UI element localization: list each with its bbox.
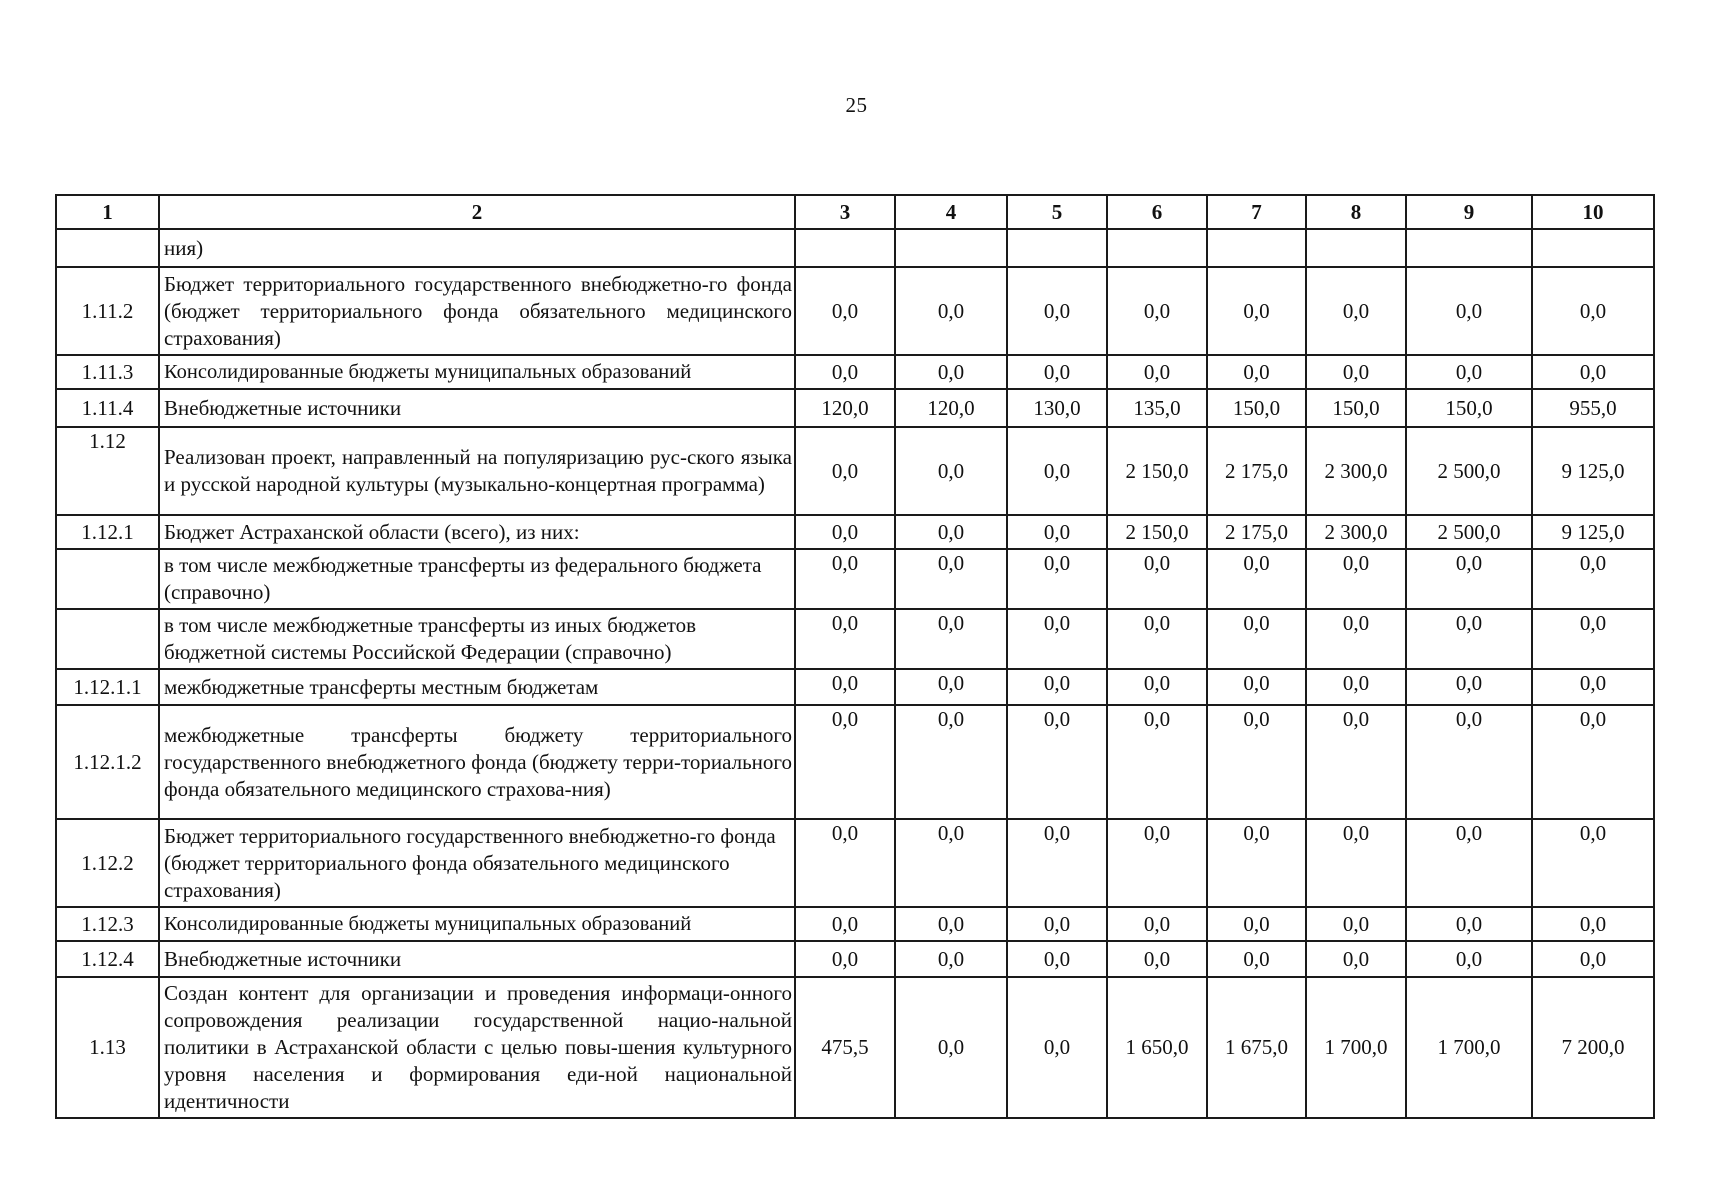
value-cell: 0,0 — [1532, 705, 1654, 819]
table-row — [56, 977, 1654, 1118]
value-cell: 0,0 — [895, 427, 1007, 515]
column-header: 4 — [895, 195, 1007, 229]
value-cell: 1 650,0 — [1107, 977, 1207, 1118]
value-cell: 0,0 — [895, 705, 1007, 819]
row-description: Создан контент для организации и проведения информаци-онного сопровождения реализации государственной нацио-нальной политики в Астраханской области с целью повы-шения культурного уровня населения и формирования еди-ной национальной идентичности — [159, 977, 795, 1118]
value-cell — [1406, 229, 1532, 267]
column-header: 3 — [795, 195, 895, 229]
row-number — [56, 549, 159, 609]
row-description: Внебюджетные источники — [159, 941, 795, 977]
value-cell: 2 300,0 — [1306, 427, 1406, 515]
value-cell — [895, 229, 1007, 267]
value-cell: 0,0 — [795, 941, 895, 977]
value-cell: 150,0 — [1406, 389, 1532, 427]
value-cell: 0,0 — [1107, 609, 1207, 669]
value-cell: 475,5 — [795, 977, 895, 1118]
value-cell: 0,0 — [895, 609, 1007, 669]
value-cell: 0,0 — [1207, 669, 1306, 705]
value-cell: 0,0 — [795, 907, 895, 941]
row-number: 1.11.3 — [56, 355, 159, 389]
table-row — [56, 609, 1654, 669]
value-cell: 0,0 — [1007, 427, 1107, 515]
value-cell: 0,0 — [1107, 267, 1207, 355]
row-number: 1.12.1.1 — [56, 669, 159, 705]
value-cell: 0,0 — [1532, 609, 1654, 669]
value-cell: 0,0 — [1306, 267, 1406, 355]
value-cell: 0,0 — [1007, 977, 1107, 1118]
value-cell: 0,0 — [1532, 549, 1654, 609]
value-cell: 0,0 — [1306, 907, 1406, 941]
row-description: межбюджетные трансферты бюджету территориального государственного внебюджетного фонда (бюджету терри-ториального фонда обязательного медицинского страхова-ния) — [159, 705, 795, 819]
value-cell: 0,0 — [795, 427, 895, 515]
value-cell — [1532, 229, 1654, 267]
value-cell: 0,0 — [1306, 669, 1406, 705]
row-description: в том числе межбюджетные трансферты из федерального бюджета (справочно) — [159, 549, 795, 609]
value-cell: 0,0 — [1107, 705, 1207, 819]
value-cell: 0,0 — [1107, 549, 1207, 609]
value-cell: 0,0 — [1406, 819, 1532, 907]
value-cell: 0,0 — [1406, 355, 1532, 389]
value-cell: 9 125,0 — [1532, 427, 1654, 515]
value-cell: 0,0 — [1107, 941, 1207, 977]
row-description: Бюджет Астраханской области (всего), из них: — [159, 515, 795, 549]
table-row — [56, 549, 1654, 609]
value-cell: 0,0 — [1207, 819, 1306, 907]
value-cell: 0,0 — [895, 669, 1007, 705]
value-cell: 0,0 — [1532, 907, 1654, 941]
table-row — [56, 427, 1654, 515]
value-cell: 0,0 — [1007, 549, 1107, 609]
value-cell: 0,0 — [1406, 549, 1532, 609]
value-cell: 2 175,0 — [1207, 515, 1306, 549]
budget-table — [55, 194, 1655, 1119]
value-cell: 0,0 — [895, 819, 1007, 907]
row-number: 1.12.2 — [56, 819, 159, 907]
value-cell: 0,0 — [1406, 609, 1532, 669]
value-cell: 2 500,0 — [1406, 515, 1532, 549]
value-cell: 0,0 — [1207, 267, 1306, 355]
value-cell: 130,0 — [1007, 389, 1107, 427]
value-cell — [795, 229, 895, 267]
value-cell: 0,0 — [1007, 355, 1107, 389]
row-description: Внебюджетные источники — [159, 389, 795, 427]
value-cell: 2 175,0 — [1207, 427, 1306, 515]
table-row — [56, 355, 1654, 389]
value-cell: 0,0 — [795, 669, 895, 705]
value-cell: 0,0 — [1207, 705, 1306, 819]
value-cell: 0,0 — [1532, 819, 1654, 907]
value-cell: 0,0 — [1007, 907, 1107, 941]
table-row — [56, 907, 1654, 941]
value-cell — [1107, 229, 1207, 267]
value-cell: 0,0 — [1532, 267, 1654, 355]
value-cell: 0,0 — [1532, 669, 1654, 705]
value-cell: 0,0 — [795, 609, 895, 669]
value-cell: 1 675,0 — [1207, 977, 1306, 1118]
value-cell: 0,0 — [895, 977, 1007, 1118]
column-header: 8 — [1306, 195, 1406, 229]
value-cell: 0,0 — [795, 267, 895, 355]
value-cell: 0,0 — [1107, 355, 1207, 389]
value-cell — [1007, 229, 1107, 267]
value-cell: 0,0 — [1207, 907, 1306, 941]
value-cell: 0,0 — [895, 355, 1007, 389]
value-cell: 0,0 — [1207, 549, 1306, 609]
value-cell: 2 500,0 — [1406, 427, 1532, 515]
row-number: 1.12.3 — [56, 907, 159, 941]
value-cell: 0,0 — [1406, 705, 1532, 819]
value-cell: 0,0 — [795, 705, 895, 819]
value-cell: 2 300,0 — [1306, 515, 1406, 549]
value-cell: 0,0 — [1107, 819, 1207, 907]
column-header: 6 — [1107, 195, 1207, 229]
table-row — [56, 819, 1654, 907]
value-cell: 135,0 — [1107, 389, 1207, 427]
value-cell: 0,0 — [895, 907, 1007, 941]
value-cell: 2 150,0 — [1107, 515, 1207, 549]
value-cell: 0,0 — [1007, 515, 1107, 549]
column-header: 1 — [56, 195, 159, 229]
row-description: межбюджетные трансферты местным бюджетам — [159, 669, 795, 705]
value-cell: 0,0 — [895, 515, 1007, 549]
table-row — [56, 229, 1654, 267]
value-cell: 7 200,0 — [1532, 977, 1654, 1118]
value-cell: 1 700,0 — [1306, 977, 1406, 1118]
value-cell: 0,0 — [1306, 819, 1406, 907]
value-cell: 0,0 — [1207, 355, 1306, 389]
value-cell: 0,0 — [1532, 941, 1654, 977]
value-cell: 120,0 — [895, 389, 1007, 427]
value-cell: 0,0 — [1406, 907, 1532, 941]
value-cell: 0,0 — [1107, 669, 1207, 705]
table-row — [56, 389, 1654, 427]
value-cell: 0,0 — [1406, 669, 1532, 705]
row-description: Бюджет территориального государственного внебюджетно-го фонда (бюджет территориального фонда обязательного медицинского страхования) — [159, 819, 795, 907]
table-row — [56, 267, 1654, 355]
value-cell: 0,0 — [1306, 705, 1406, 819]
column-header: 2 — [159, 195, 795, 229]
row-description: Консолидированные бюджеты муниципальных образований — [159, 907, 795, 941]
value-cell: 0,0 — [795, 549, 895, 609]
row-description: Консолидированные бюджеты муниципальных образований — [159, 355, 795, 389]
row-description: в том числе межбюджетные трансферты из иных бюджетов бюджетной системы Российской Федерации (справочно) — [159, 609, 795, 669]
table-row — [56, 705, 1654, 819]
value-cell: 0,0 — [1306, 941, 1406, 977]
row-number — [56, 229, 159, 267]
value-cell: 0,0 — [795, 355, 895, 389]
row-number: 1.12.4 — [56, 941, 159, 977]
value-cell: 0,0 — [1207, 609, 1306, 669]
column-header: 10 — [1532, 195, 1654, 229]
value-cell — [1306, 229, 1406, 267]
page-number: 25 — [845, 93, 868, 117]
value-cell: 0,0 — [1306, 355, 1406, 389]
value-cell: 1 700,0 — [1406, 977, 1532, 1118]
value-cell: 0,0 — [895, 549, 1007, 609]
value-cell: 0,0 — [1406, 267, 1532, 355]
value-cell: 9 125,0 — [1532, 515, 1654, 549]
value-cell: 0,0 — [1306, 609, 1406, 669]
value-cell: 0,0 — [1532, 355, 1654, 389]
value-cell: 0,0 — [1306, 549, 1406, 609]
value-cell — [1207, 229, 1306, 267]
value-cell: 150,0 — [1306, 389, 1406, 427]
value-cell: 0,0 — [795, 819, 895, 907]
value-cell: 955,0 — [1532, 389, 1654, 427]
value-cell: 0,0 — [895, 267, 1007, 355]
table-row — [56, 515, 1654, 549]
row-number — [56, 609, 159, 669]
value-cell: 0,0 — [895, 941, 1007, 977]
value-cell: 0,0 — [1007, 941, 1107, 977]
value-cell: 0,0 — [795, 515, 895, 549]
row-number: 1.13 — [56, 977, 159, 1118]
row-number: 1.12.1 — [56, 515, 159, 549]
value-cell: 0,0 — [1406, 941, 1532, 977]
value-cell: 0,0 — [1007, 267, 1107, 355]
column-header: 7 — [1207, 195, 1306, 229]
value-cell: 0,0 — [1207, 941, 1306, 977]
row-description: ния) — [159, 229, 795, 267]
value-cell: 120,0 — [795, 389, 895, 427]
table-row — [56, 941, 1654, 977]
value-cell: 150,0 — [1207, 389, 1306, 427]
value-cell: 0,0 — [1007, 609, 1107, 669]
row-number: 1.12 — [56, 427, 159, 515]
row-description: Бюджет территориального государственного внебюджетно-го фонда (бюджет территориального фонда обязательного медицинского страхования) — [159, 267, 795, 355]
header-row — [56, 195, 1654, 229]
column-header: 5 — [1007, 195, 1107, 229]
row-number: 1.11.2 — [56, 267, 159, 355]
value-cell: 0,0 — [1107, 907, 1207, 941]
row-number: 1.11.4 — [56, 389, 159, 427]
table-row — [56, 669, 1654, 705]
value-cell: 0,0 — [1007, 669, 1107, 705]
row-number: 1.12.1.2 — [56, 705, 159, 819]
value-cell: 2 150,0 — [1107, 427, 1207, 515]
row-description: Реализован проект, направленный на популяризацию рус-ского языка и русской народной культуры (музыкально-концертная программа) — [159, 427, 795, 515]
column-header: 9 — [1406, 195, 1532, 229]
value-cell: 0,0 — [1007, 705, 1107, 819]
value-cell: 0,0 — [1007, 819, 1107, 907]
